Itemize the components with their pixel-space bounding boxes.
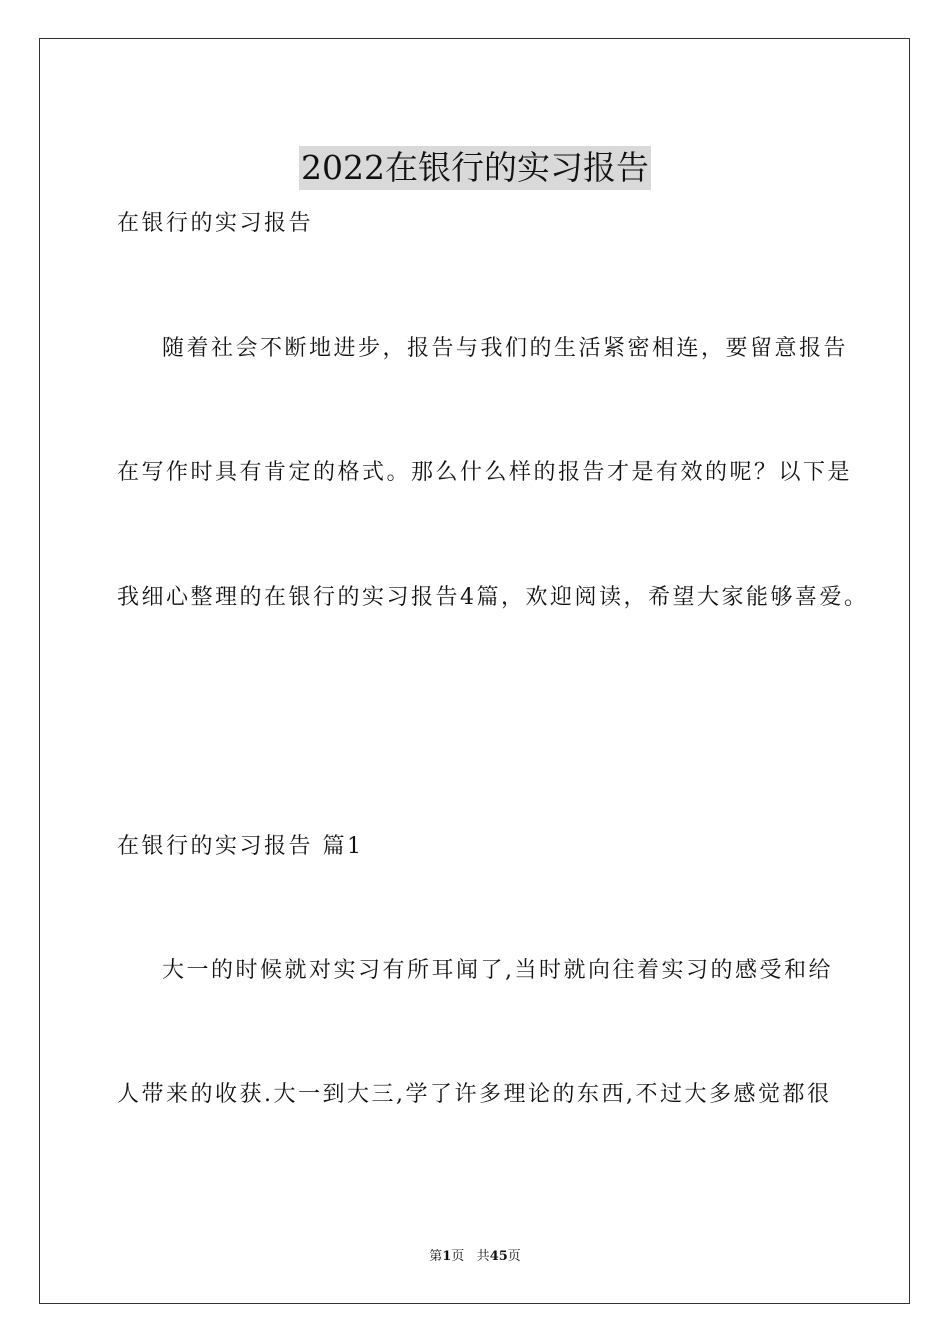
footer-prefix: 第	[429, 1249, 443, 1264]
footer-current-page: 1	[442, 1249, 452, 1264]
title-container	[0, 124, 950, 212]
intro-line-3: 我细心整理的在银行的实习报告4篇，欢迎阅读，希望大家能够喜爱。	[117, 585, 869, 610]
section-body-line-2: 人带来的收获.大一到大三,学了许多理论的东西,不过大多感觉都很	[117, 1082, 832, 1107]
intro-line-1: 随着社会不断地进步，报告与我们的生活紧密相连，要留意报告	[162, 336, 849, 361]
page-footer	[0, 1248, 950, 1266]
section-body-line-1: 大一的时候就对实习有所耳闻了,当时就向往着实习的感受和给	[162, 958, 833, 983]
section-heading: 在银行的实习报告 篇1	[117, 834, 364, 859]
document-subtitle: 在银行的实习报告	[117, 211, 314, 236]
footer-total-unit: 页	[507, 1249, 521, 1264]
footer-total-pages: 45	[489, 1249, 508, 1264]
intro-line-2: 在写作时具有肯定的格式。那么什么样的报告才是有效的呢？以下是	[117, 460, 853, 485]
document-title: 2022在银行的实习报告	[299, 146, 651, 190]
footer-total-prefix: 共	[476, 1249, 490, 1264]
footer-page-unit: 页	[451, 1249, 465, 1264]
